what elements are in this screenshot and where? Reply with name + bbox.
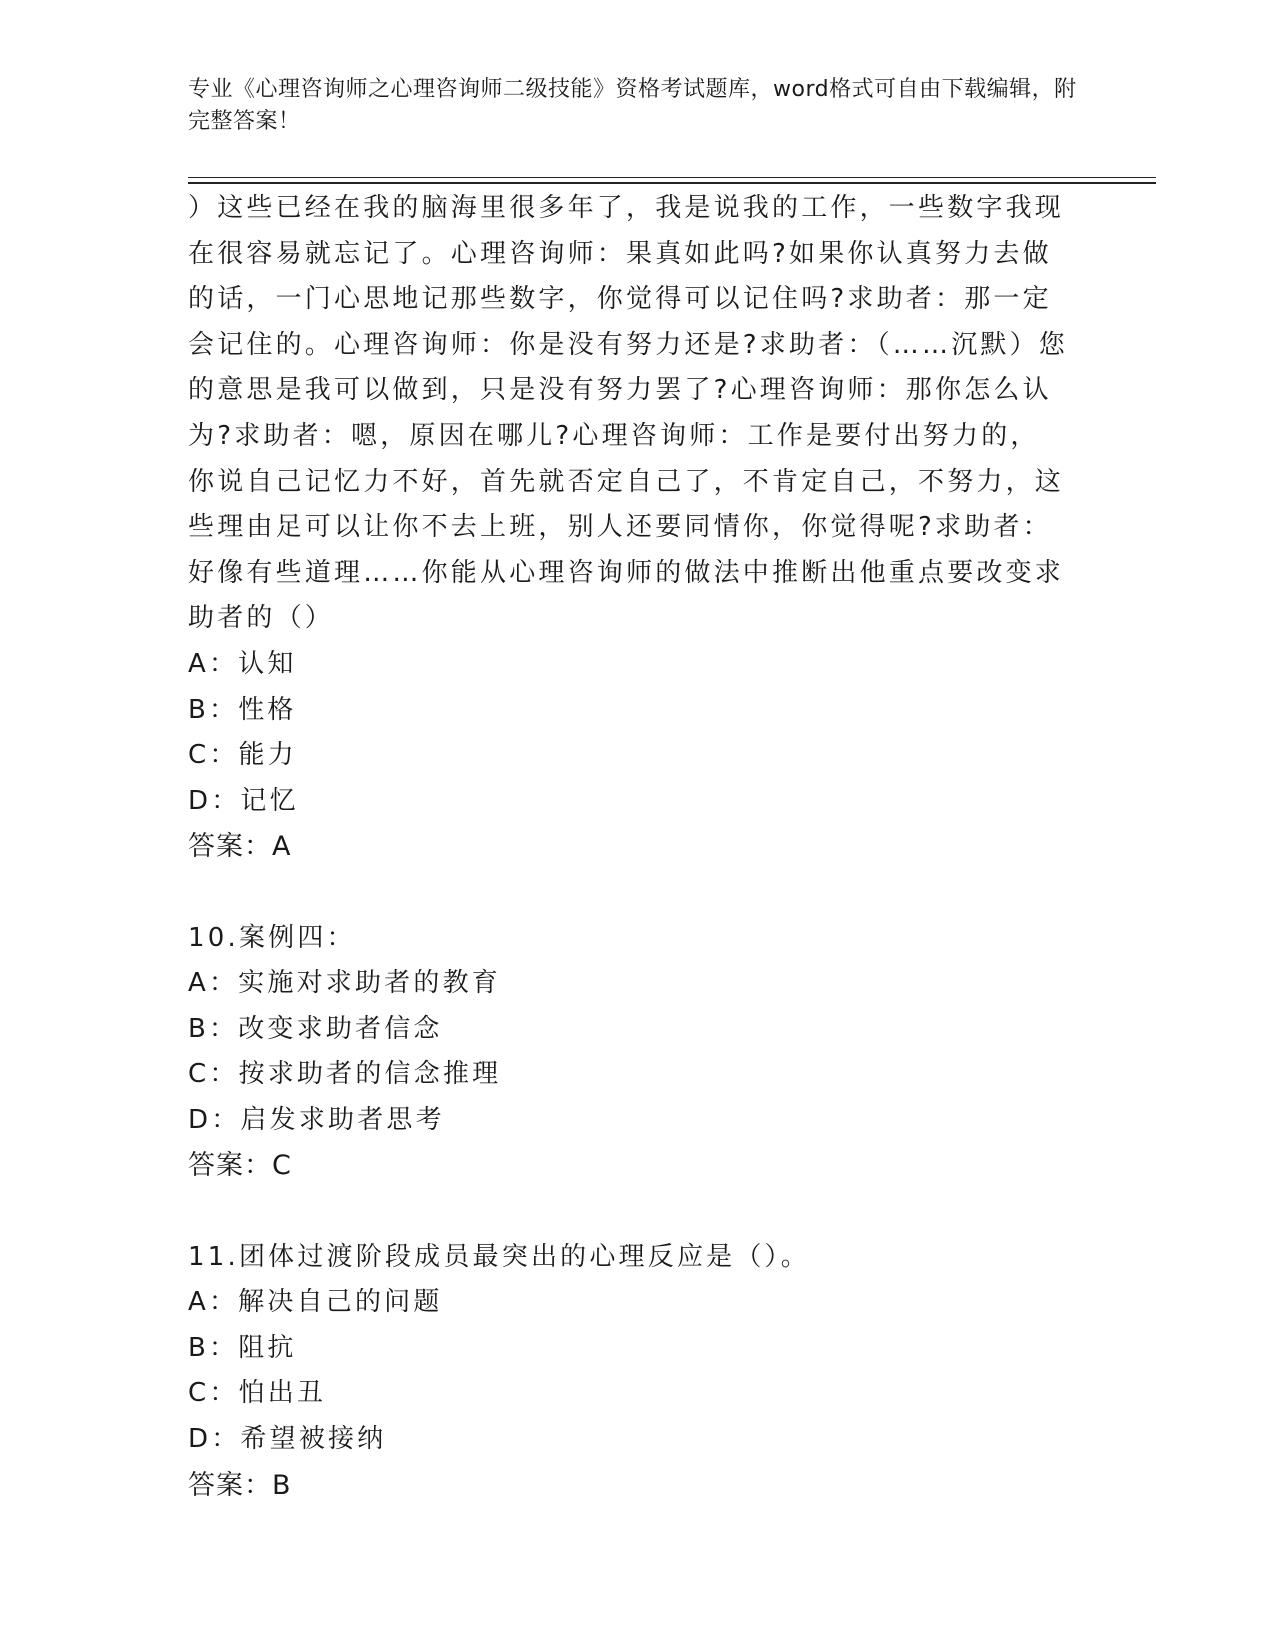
question-stem: 11.团体过渡阶段成员最突出的心理反应是（）。	[188, 1241, 810, 1272]
option-b: B：性格	[188, 694, 297, 725]
question-passage: ）这些已经在我的脑海里很多年了，我是说我的工作，一些数字我现在很容易就忘记了。心理咨询师：果真如此吗?如果你认真努力去做的话，一门心思地记那些数字，你觉得可以记住吗?求助者：那一定会记住的。心理咨询师：你是没有努力还是?求助者：（……沉默）您的意思是我可以做到，只是没有努力罢了?心理咨询师：那你怎么认为?求助者：嗯，原因在哪儿?心理咨询师：工作是要付出努力的，你说自己记忆力不好，首先就否定自己了，不肯定自己，不努力，这些理由足可以让你不去上班，别人还要同情你，你觉得呢?求助者：好像有些道理……你能从心理咨询师的做法中推断出他重点要改变求助者的（）	[188, 193, 1069, 634]
option-c: C：按求助者的信念推理	[188, 1059, 502, 1090]
answer-line: 答案：A	[188, 831, 292, 863]
option-a: A：实施对求助者的教育	[188, 968, 501, 999]
option-b: B：改变求助者信念	[188, 1013, 443, 1044]
question-body	[188, 186, 1068, 1508]
option-b: B：阻抗	[188, 1332, 297, 1363]
option-a: A：解决自己的问题	[188, 1287, 443, 1318]
answer-line: 答案：C	[188, 1150, 292, 1182]
answer-line: 答案：B	[188, 1469, 292, 1501]
spacer	[188, 870, 1068, 916]
header-rule-thick	[188, 182, 1156, 184]
option-c: C：怕出丑	[188, 1378, 327, 1409]
header-rule-thin	[188, 177, 1156, 178]
page-header: 专业《心理咨询师之心理咨询师二级技能》资格考试题库，word格式可自由下载编辑，附完整答案！	[188, 77, 1077, 134]
option-d: D：启发求助者思考	[188, 1104, 445, 1135]
question-stem: 10.案例四：	[188, 922, 356, 953]
option-d: D：希望被接纳	[188, 1424, 387, 1455]
option-d: D：记忆	[188, 785, 299, 816]
option-c: C：能力	[188, 740, 297, 771]
option-a: A：认知	[188, 648, 297, 679]
spacer	[188, 1189, 1068, 1235]
